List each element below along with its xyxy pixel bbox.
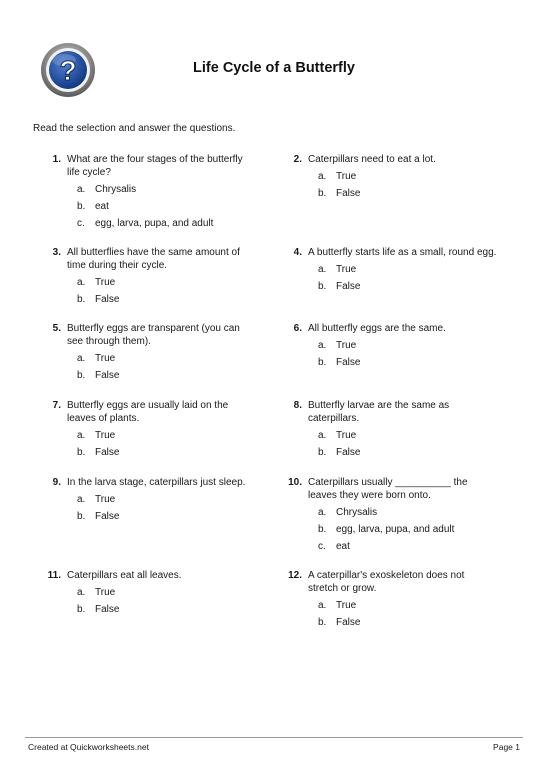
choice-text: egg, larva, pupa, and adult	[95, 218, 214, 229]
page-title: Life Cycle of a Butterfly	[193, 60, 355, 76]
choice-text: True	[95, 430, 116, 441]
question-number: 6.	[293, 323, 302, 334]
choice-letter: a.	[318, 171, 327, 182]
choice-list	[282, 263, 497, 297]
choice-item	[318, 446, 497, 463]
page-number: Page 1	[493, 742, 520, 752]
choice-item	[318, 356, 497, 373]
choice-letter: a.	[77, 494, 86, 505]
question-8	[282, 399, 497, 463]
choice-item	[77, 217, 256, 234]
question-number: 7.	[52, 400, 61, 411]
choice-item	[77, 352, 256, 369]
choice-letter: c.	[318, 541, 326, 552]
choice-text: eat	[95, 201, 109, 212]
choice-text: True	[95, 494, 116, 505]
choice-text: Chrysalis	[95, 184, 137, 195]
question-number: 12.	[288, 570, 302, 581]
choice-item	[77, 446, 256, 463]
choice-text: egg, larva, pupa, and adult	[336, 524, 455, 535]
choice-text: True	[336, 430, 357, 441]
choice-item	[77, 493, 256, 510]
choice-item	[318, 280, 497, 297]
question-text: A caterpillar's exoskeleton does not stretch or grow.	[308, 570, 465, 594]
choice-item	[77, 369, 256, 386]
choice-list	[282, 339, 497, 373]
choice-text: True	[336, 264, 357, 275]
question-number: 11.	[47, 570, 61, 581]
question-text: In the larva stage, caterpillars just sleep.	[67, 477, 246, 488]
question-text: What are the four stages of the butterfly life cycle?	[67, 154, 243, 178]
choice-item	[77, 200, 256, 217]
choice-item	[77, 603, 256, 620]
question-text: Butterfly eggs are usually laid on the leaves of plants.	[67, 400, 229, 424]
question-text: All butterfly eggs are the same.	[308, 323, 446, 334]
choice-letter: b.	[318, 188, 327, 199]
question-1	[41, 153, 256, 234]
choice-text: True	[336, 340, 357, 351]
choice-letter: c.	[77, 218, 85, 229]
choice-letter: a.	[77, 430, 86, 441]
question-10	[282, 476, 497, 557]
question-text: Butterfly larvae are the same as caterpillars.	[308, 400, 450, 424]
choice-text: False	[336, 281, 361, 292]
choice-letter: a.	[318, 507, 327, 518]
instructions: Read the selection and answer the questions.	[33, 123, 236, 134]
question-9	[41, 476, 256, 527]
footer-credit: Created at Quickworksheets.net	[28, 742, 149, 752]
choice-item	[318, 187, 497, 204]
choice-text: False	[336, 617, 361, 628]
choice-item	[318, 339, 497, 356]
choice-list	[41, 586, 256, 620]
choice-letter: a.	[318, 600, 327, 611]
choice-text: True	[336, 600, 357, 611]
choice-text: True	[95, 587, 116, 598]
choice-list	[282, 599, 497, 633]
choice-letter: a.	[77, 277, 86, 288]
choice-letter: b.	[77, 370, 86, 381]
question-4	[282, 246, 497, 297]
choice-text: False	[95, 294, 120, 305]
choice-text: False	[336, 447, 361, 458]
choice-letter: b.	[77, 511, 86, 522]
choice-list	[41, 352, 256, 386]
choice-text: eat	[336, 541, 350, 552]
choice-item	[77, 293, 256, 310]
question-text: Caterpillars eat all leaves.	[67, 570, 182, 581]
choice-letter: a.	[318, 340, 327, 351]
choice-item	[77, 510, 256, 527]
choice-list	[41, 183, 256, 234]
choice-item	[318, 506, 497, 523]
choice-letter: b.	[77, 604, 86, 615]
choice-letter: b.	[318, 281, 327, 292]
choice-letter: a.	[318, 430, 327, 441]
choice-text: False	[95, 447, 120, 458]
svg-text:?: ?	[59, 55, 77, 86]
choice-letter: b.	[318, 447, 327, 458]
question-6	[282, 322, 497, 373]
choice-letter: a.	[77, 353, 86, 364]
question-number: 9.	[52, 477, 61, 488]
question-number: 1.	[52, 154, 61, 165]
question-number: 2.	[293, 154, 302, 165]
choice-letter: b.	[318, 357, 327, 368]
question-number: 10.	[288, 477, 302, 488]
choice-item	[77, 276, 256, 293]
choice-list	[41, 276, 256, 310]
question-text: Butterfly eggs are transparent (you can see through them).	[67, 323, 240, 347]
question-text: Caterpillars need to eat a lot.	[308, 154, 436, 165]
choice-letter: b.	[77, 294, 86, 305]
choice-item	[318, 429, 497, 446]
question-11	[41, 569, 256, 620]
question-number: 4.	[293, 247, 302, 258]
choice-item	[77, 586, 256, 603]
choice-text: False	[95, 370, 120, 381]
question-text: All butterflies have the same amount of time during their cycle.	[67, 247, 240, 271]
choice-letter: b.	[77, 447, 86, 458]
choice-item	[318, 263, 497, 280]
question-number: 3.	[52, 247, 61, 258]
choice-letter: a.	[318, 264, 327, 275]
footer-divider	[25, 737, 523, 738]
question-7	[41, 399, 256, 463]
question-5	[41, 322, 256, 386]
choice-text: True	[95, 353, 116, 364]
choice-letter: b.	[318, 617, 327, 628]
choice-text: True	[336, 171, 357, 182]
question-text: Caterpillars usually __________ the leaves they were born onto.	[308, 477, 468, 501]
choice-item	[318, 599, 497, 616]
choice-letter: b.	[318, 524, 327, 535]
choice-text: False	[336, 188, 361, 199]
question-2	[282, 153, 497, 204]
choice-list	[282, 506, 497, 557]
choice-item	[77, 429, 256, 446]
choice-list	[282, 429, 497, 463]
question-number: 5.	[52, 323, 61, 334]
choice-list	[282, 170, 497, 204]
choice-text: False	[95, 511, 120, 522]
question-text: A butterfly starts life as a small, round egg.	[308, 247, 497, 258]
question-12	[282, 569, 497, 633]
choice-letter: a.	[77, 184, 86, 195]
choice-text: Chrysalis	[336, 507, 378, 518]
choice-letter: a.	[77, 587, 86, 598]
choice-item	[77, 183, 256, 200]
choice-item	[318, 170, 497, 187]
choice-item	[318, 616, 497, 633]
choice-list	[41, 493, 256, 527]
choice-list	[41, 429, 256, 463]
choice-letter: b.	[77, 201, 86, 212]
question-3	[41, 246, 256, 310]
choice-item	[318, 540, 497, 557]
question-number: 8.	[293, 400, 302, 411]
choice-text: False	[336, 357, 361, 368]
choice-item	[318, 523, 497, 540]
choice-text: False	[95, 604, 120, 615]
choice-text: True	[95, 277, 116, 288]
